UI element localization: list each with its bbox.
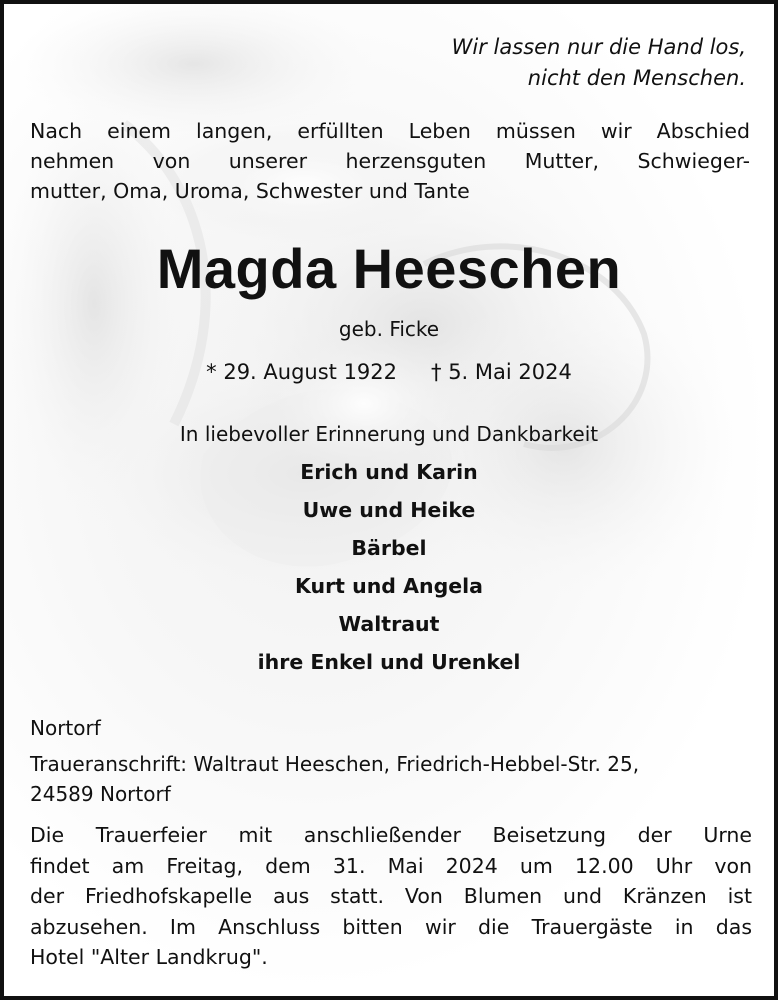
mourner-name: Kurt und Angela (294, 574, 484, 598)
mourner-name: Erich und Karin (300, 460, 478, 484)
birth-name: geb. Ficke (338, 317, 440, 341)
deceased-name: Magda Heeschen (156, 237, 622, 300)
birth-date: * 29. August 1922 (206, 360, 398, 384)
quote-line: Wir lassen nur die Hand los, (451, 35, 746, 59)
ceremony-line: abzusehen. Im Anschluss bitten wir die Trauergäste in das (30, 914, 752, 939)
intro-line: mutter, Oma, Uroma, Schwester und Tante (30, 179, 470, 203)
address-line: Traueranschrift: Waltraut Heeschen, Friedrich-Hebbel-Str. 25, (30, 752, 640, 776)
mourner-name: Waltraut (338, 612, 440, 636)
mourner-name: ihre Enkel und Urenkel (257, 650, 521, 674)
notice-content (4, 4, 774, 996)
quote (452, 32, 746, 94)
life-dates (4, 360, 774, 384)
mourner-name: Uwe und Heike (302, 498, 476, 522)
intro-line: nehmen von unserer herzensguten Mutter, Schwieger- (30, 149, 750, 173)
mourner-name: Bärbel (351, 536, 427, 560)
ceremony-line: Die Trauerfeier mit anschließender Beisetzung der Urne (30, 823, 752, 847)
ceremony-line: findet am Freitag, dem 31. Mai 2024 um 12.00 Uhr von (30, 853, 752, 878)
ceremony-line: der Friedhofskapelle aus statt. Von Blumen und Kränzen ist (30, 884, 752, 908)
mourning-address (30, 749, 750, 809)
ceremony-line: Hotel "Alter Landkrug". (30, 945, 268, 969)
memory-line: In liebevoller Erinnerung und Dankbarkeit (179, 422, 599, 446)
intro-line: Nach einem langen, erfüllten Leben müssen wir Abschied (30, 119, 750, 143)
place: Nortorf (30, 716, 101, 740)
death-date: † 5. Mai 2024 (431, 360, 572, 384)
address-line: 24589 Nortorf (30, 782, 171, 806)
quote-line: nicht den Menschen. (527, 66, 746, 90)
mourners-list (4, 456, 774, 684)
ceremony-text (30, 820, 752, 973)
intro-text (30, 116, 750, 206)
